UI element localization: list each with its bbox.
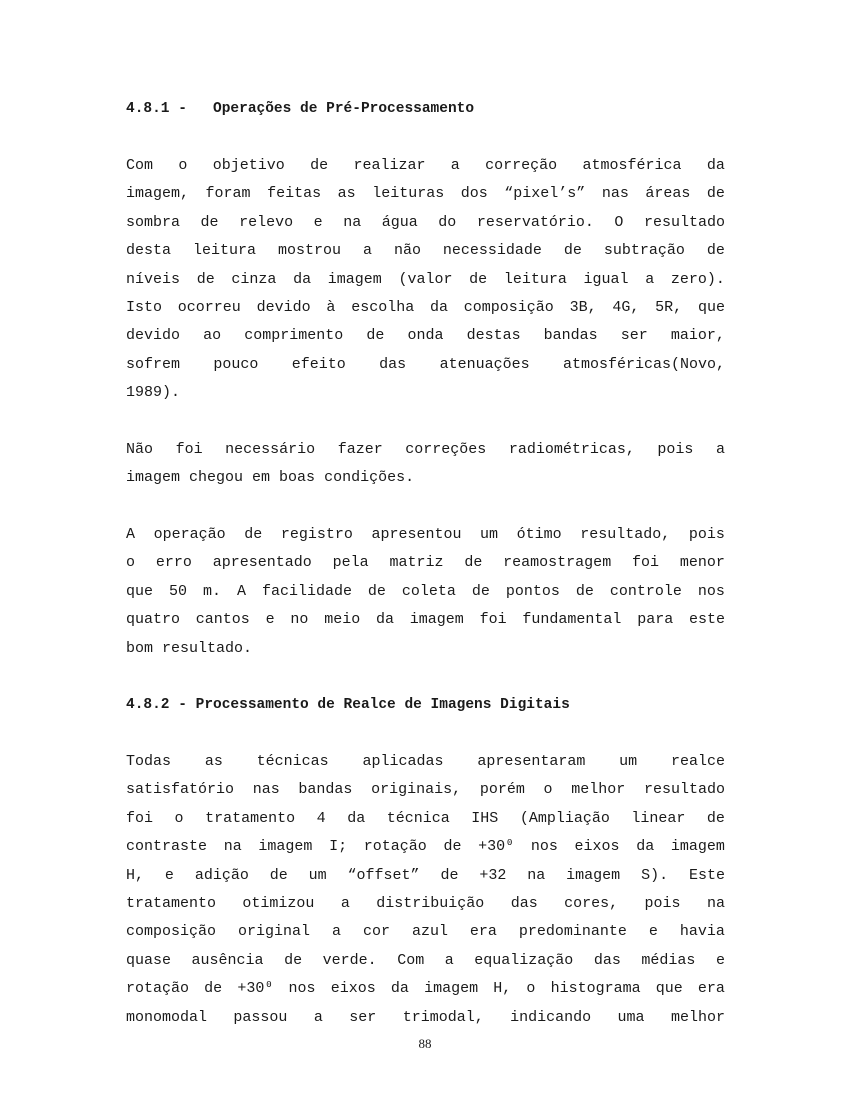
word: da xyxy=(429,298,448,316)
word: este xyxy=(688,611,725,629)
word: a xyxy=(362,242,372,260)
word: H, xyxy=(126,866,145,884)
word: efeito xyxy=(291,355,346,373)
word: de xyxy=(440,866,459,884)
word: original xyxy=(237,923,310,941)
word: porém xyxy=(479,781,525,799)
word: pois xyxy=(644,894,681,912)
word: não xyxy=(393,242,421,260)
word: resultado. xyxy=(162,639,253,657)
word: de xyxy=(706,809,725,827)
word: “pixel’s” xyxy=(504,185,586,203)
word: da xyxy=(293,270,312,288)
word: da xyxy=(706,157,725,174)
word: 50 xyxy=(168,582,187,600)
word: de xyxy=(471,582,490,600)
paragraph-atmospheric-correction xyxy=(126,152,725,408)
word: médias xyxy=(641,951,696,969)
word: linear xyxy=(631,809,686,827)
word: na xyxy=(527,866,546,884)
word: menor xyxy=(679,554,725,572)
word: e xyxy=(265,611,275,629)
word: reservatório. xyxy=(476,213,594,231)
word: necessário xyxy=(225,441,316,458)
word: A xyxy=(236,582,246,600)
word: contraste xyxy=(126,838,208,856)
word: um xyxy=(619,753,638,770)
text-line xyxy=(126,152,725,180)
text-line xyxy=(126,975,725,1003)
word: relevo xyxy=(239,213,294,231)
word: A xyxy=(126,526,136,543)
word: aplicadas xyxy=(362,753,444,770)
word: melhor xyxy=(670,1008,725,1026)
word: 4 xyxy=(316,809,326,827)
word: de xyxy=(575,582,594,600)
word: distribuição xyxy=(376,894,485,912)
word: devido xyxy=(256,298,311,316)
word: Todas xyxy=(126,753,172,770)
word: leitura xyxy=(192,242,256,260)
word: radiométricas, xyxy=(508,441,635,458)
word: para xyxy=(637,611,674,629)
word: I; xyxy=(329,838,348,856)
word: era xyxy=(469,923,497,941)
word: chegou xyxy=(189,469,244,487)
word: de xyxy=(310,157,329,174)
word: satisfatório xyxy=(126,781,235,799)
text-line xyxy=(126,351,725,379)
word: da xyxy=(375,611,394,629)
word: monomodal xyxy=(126,1008,208,1026)
word: de xyxy=(196,270,215,288)
word: atmosférica xyxy=(582,157,682,174)
word: uma xyxy=(617,1008,645,1026)
word: a xyxy=(715,441,725,458)
word: pouco xyxy=(213,355,259,373)
word: subtração xyxy=(603,242,685,260)
word: comprimento xyxy=(244,327,344,345)
text-line xyxy=(126,748,725,776)
word: leitura xyxy=(503,270,567,288)
word: bandas xyxy=(298,781,353,799)
word: cores, xyxy=(564,894,619,912)
word: rotação xyxy=(126,980,190,998)
word: na xyxy=(223,838,242,856)
word: leituras xyxy=(372,185,445,203)
word: o xyxy=(543,781,553,799)
word: a xyxy=(450,157,460,174)
word: ocorreu xyxy=(177,298,241,316)
text-line xyxy=(126,294,725,322)
text-line xyxy=(126,237,725,265)
word: Isto xyxy=(126,298,163,316)
word: resultado xyxy=(643,213,725,231)
word: no xyxy=(290,611,309,629)
text-line xyxy=(126,776,725,804)
word: de xyxy=(284,951,303,969)
word: destas xyxy=(466,327,521,345)
word: pois xyxy=(688,526,725,543)
text-line xyxy=(126,805,725,833)
word: ser xyxy=(349,1008,377,1026)
text-line xyxy=(126,635,725,663)
word: equalização xyxy=(474,951,574,969)
word: quase xyxy=(126,951,172,969)
word: e xyxy=(313,213,323,231)
word: IHS xyxy=(471,809,499,827)
word: de xyxy=(443,838,462,856)
word: as xyxy=(337,185,356,203)
word: realizar xyxy=(353,157,426,174)
word: feitas xyxy=(267,185,322,203)
word: imagem xyxy=(670,838,725,856)
word: apresentado xyxy=(212,554,312,572)
word: e xyxy=(164,866,174,884)
word: das xyxy=(510,894,538,912)
word: foram xyxy=(205,185,251,203)
text-line xyxy=(126,833,725,861)
word: nos xyxy=(288,980,316,998)
paragraph-enhancement xyxy=(126,748,725,1032)
word: imagem xyxy=(566,866,621,884)
word: melhor xyxy=(571,781,626,799)
word: histograma xyxy=(550,980,641,998)
word: ausência xyxy=(191,951,264,969)
text-line xyxy=(126,578,725,606)
text-line xyxy=(126,209,725,237)
word: 1989). xyxy=(126,384,181,402)
section-heading-4-8-1: 4.8.1 - Operações de Pré-Processamento xyxy=(126,101,475,117)
word: eixos xyxy=(330,980,376,998)
word: de xyxy=(366,327,385,345)
text-line xyxy=(126,1004,725,1032)
word: matriz xyxy=(389,554,444,572)
word: H, xyxy=(493,980,512,998)
word: a xyxy=(444,951,454,969)
word: erro xyxy=(155,554,192,572)
word: imagem xyxy=(409,611,464,629)
word: que xyxy=(126,582,154,600)
text-line xyxy=(126,464,725,492)
word: desta xyxy=(126,242,172,260)
word: em xyxy=(252,469,271,487)
word: realce xyxy=(670,753,725,770)
word: resultado, xyxy=(580,526,671,543)
word: sombra xyxy=(126,213,181,231)
word: o xyxy=(126,554,136,572)
word: passou xyxy=(233,1008,288,1026)
word: e xyxy=(648,923,658,941)
word: da xyxy=(347,809,366,827)
word: adição xyxy=(194,866,249,884)
word: nas xyxy=(601,185,629,203)
word: apresentaram xyxy=(477,753,586,770)
word: +32 xyxy=(479,866,507,884)
text-line xyxy=(126,606,725,634)
word: a xyxy=(645,270,655,288)
word: técnicas xyxy=(256,753,329,770)
word: nas xyxy=(252,781,280,799)
paragraph-registration xyxy=(126,521,725,663)
word: “offset” xyxy=(347,866,420,884)
word: ao xyxy=(203,327,222,345)
word: níveis xyxy=(126,270,181,288)
word: de xyxy=(464,554,483,572)
page-number: 88 xyxy=(418,1036,432,1051)
word: do xyxy=(438,213,457,231)
word: tratamento xyxy=(205,809,296,827)
text-line xyxy=(126,180,725,208)
word: na xyxy=(343,213,362,231)
text-line xyxy=(126,379,725,407)
word: condições. xyxy=(324,469,415,487)
word: nos xyxy=(697,582,725,600)
word: maior, xyxy=(670,327,725,345)
word: +30⁰ xyxy=(237,980,274,998)
word: a xyxy=(331,923,341,941)
word: foi xyxy=(632,554,660,572)
word: reamostragem xyxy=(503,554,612,572)
word: havia xyxy=(679,923,725,941)
word: ser xyxy=(620,327,648,345)
word: meio xyxy=(324,611,361,629)
word: de xyxy=(563,242,582,260)
word: a xyxy=(340,894,350,912)
word: predominante xyxy=(518,923,627,941)
word: que xyxy=(655,980,683,998)
word: fazer xyxy=(337,441,383,458)
word: e xyxy=(715,951,725,969)
word: 3B, xyxy=(569,298,597,316)
word: imagem, xyxy=(126,185,190,203)
word: S). xyxy=(641,866,669,884)
word: correções xyxy=(405,441,487,458)
paragraph-radiometric-correction xyxy=(126,436,725,493)
word: devido xyxy=(126,327,181,345)
word: composição xyxy=(126,923,217,941)
word: imagem xyxy=(258,838,313,856)
word: apresentou xyxy=(371,526,462,543)
word: a xyxy=(313,1008,323,1026)
word: de xyxy=(204,980,223,998)
word: de xyxy=(244,526,263,543)
word: de xyxy=(367,582,386,600)
word: bom xyxy=(126,639,154,657)
word: onda xyxy=(407,327,444,345)
word: quatro xyxy=(126,611,181,629)
word: trimodal, xyxy=(402,1008,484,1026)
word: pois xyxy=(657,441,694,458)
word: cor xyxy=(362,923,390,941)
word: técnica xyxy=(386,809,450,827)
word: registro xyxy=(280,526,353,543)
word: bandas xyxy=(543,327,598,345)
word: foi xyxy=(175,441,203,458)
word: O xyxy=(614,213,624,231)
word: Com xyxy=(397,951,425,969)
word: correção xyxy=(485,157,558,174)
text-line xyxy=(126,322,725,350)
word: (valor xyxy=(398,270,453,288)
word: que xyxy=(697,298,725,316)
word: Este xyxy=(688,866,725,884)
word: imagem xyxy=(327,270,382,288)
text-line xyxy=(126,890,725,918)
word: era xyxy=(697,980,725,998)
word: da xyxy=(390,980,409,998)
word: composição xyxy=(463,298,554,316)
text-line xyxy=(126,521,725,549)
word: imagem xyxy=(126,469,181,487)
word: mostrou xyxy=(277,242,341,260)
word: azul xyxy=(411,923,448,941)
word: controle xyxy=(609,582,682,600)
word: de xyxy=(706,185,725,203)
text-line xyxy=(126,918,725,946)
word: da xyxy=(636,838,655,856)
word: fundamental xyxy=(522,611,622,629)
word: (Ampliação xyxy=(519,809,610,827)
text-line xyxy=(126,947,725,975)
word: nos xyxy=(530,838,558,856)
word: necessidade xyxy=(442,242,542,260)
word: foi xyxy=(126,809,154,827)
word: sofrem xyxy=(126,355,181,373)
text-line xyxy=(126,436,725,464)
word: imagem xyxy=(424,980,479,998)
word: facilidade xyxy=(261,582,352,600)
word: de xyxy=(469,270,488,288)
word: de xyxy=(706,242,725,260)
text-line xyxy=(126,549,725,577)
word: igual xyxy=(583,270,629,288)
word: dos xyxy=(460,185,488,203)
word: foi xyxy=(479,611,507,629)
word: eixos xyxy=(574,838,620,856)
word: 5R, xyxy=(655,298,683,316)
word: cantos xyxy=(195,611,250,629)
word: atmosféricas(Novo, xyxy=(562,355,725,373)
word: água xyxy=(381,213,418,231)
word: operação xyxy=(153,526,226,543)
word: escolha xyxy=(351,298,415,316)
word: das xyxy=(593,951,621,969)
word: um xyxy=(308,866,327,884)
word: 4G, xyxy=(612,298,640,316)
word: boas xyxy=(279,469,316,487)
section-heading-4-8-2: 4.8.2 - Processamento de Realce de Imagens Digitais xyxy=(126,697,570,713)
word: pela xyxy=(332,554,369,572)
text-line xyxy=(126,266,725,294)
word: coleta xyxy=(401,582,456,600)
word: otimizou xyxy=(242,894,315,912)
word: Não xyxy=(126,441,154,458)
word: na xyxy=(706,894,725,912)
word: atenuações xyxy=(439,355,530,373)
word: cinza xyxy=(231,270,277,288)
word: o xyxy=(178,157,188,174)
word: as xyxy=(204,753,223,770)
word: originais, xyxy=(371,781,462,799)
word: das xyxy=(379,355,407,373)
word: tratamento xyxy=(126,894,217,912)
word: de xyxy=(269,866,288,884)
word: um xyxy=(480,526,499,543)
word: indicando xyxy=(510,1008,592,1026)
word: zero). xyxy=(670,270,725,288)
word: o xyxy=(174,809,184,827)
word: rotação xyxy=(363,838,427,856)
word: objetivo xyxy=(212,157,285,174)
word: m. xyxy=(202,582,221,600)
word: +30⁰ xyxy=(478,838,515,856)
word: áreas xyxy=(645,185,691,203)
word: verde. xyxy=(322,951,377,969)
word: pontos xyxy=(505,582,560,600)
word: o xyxy=(526,980,536,998)
word: ótimo xyxy=(516,526,562,543)
text-line xyxy=(126,862,725,890)
word: Com xyxy=(126,157,154,174)
word: resultado xyxy=(643,781,725,799)
word: à xyxy=(326,298,336,316)
word: de xyxy=(200,213,219,231)
